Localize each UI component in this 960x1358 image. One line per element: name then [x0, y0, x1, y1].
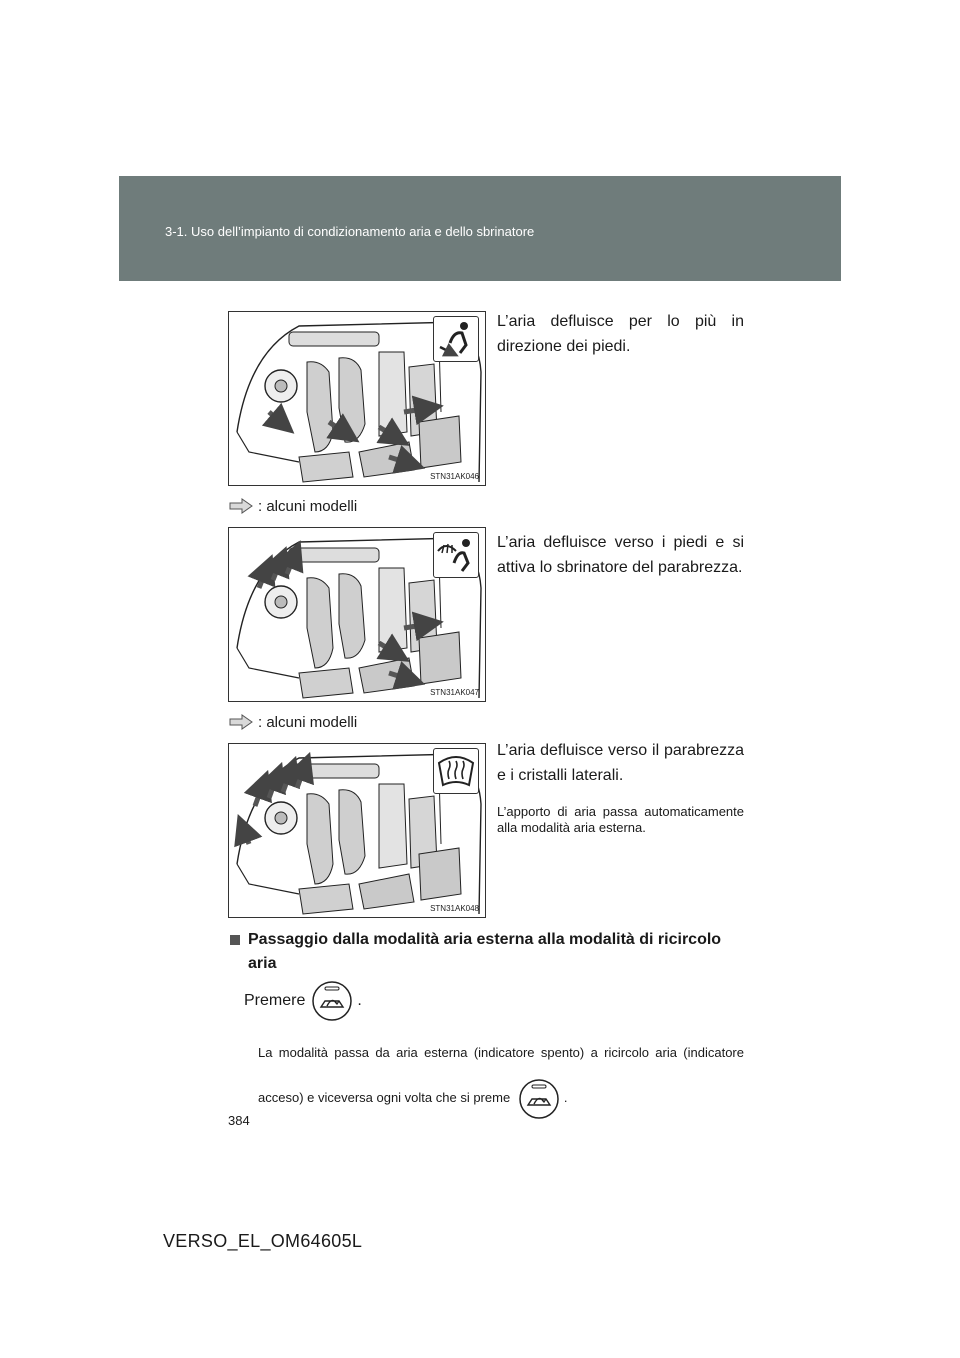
section-title: 3-1. Uso dell’impianto di condizionamento aria e dello sbrinatore — [165, 224, 535, 239]
press-instruction — [244, 980, 362, 1022]
figure-windshield-defrost-mode — [228, 743, 486, 918]
header-band — [119, 176, 841, 281]
figure-description: L’aria defluisce verso il parabrezza e i cristalli laterali. — [497, 742, 744, 784]
figure-feet-defrost-mode — [228, 527, 486, 702]
press-label: Premere — [244, 992, 306, 1009]
figure-description: L’aria defluisce verso i piedi e si attiva lo sbrinatore del parabrezza. — [497, 534, 744, 576]
figure-code: STN31AK048 — [430, 904, 479, 913]
models-note — [228, 497, 357, 515]
figure-code: STN31AK047 — [430, 688, 479, 697]
figure-code: STN31AK046 — [430, 472, 479, 481]
figure-note: L’apporto di aria passa automaticamente alla modalità aria esterna. — [497, 804, 744, 835]
arrow-right-icon — [228, 497, 254, 515]
arrow-right-icon — [228, 713, 254, 731]
document-id: VERSO_EL_OM64605L — [163, 1231, 363, 1251]
feet-defrost-airflow-icon — [433, 532, 479, 578]
models-label: : alcuni modelli — [258, 497, 358, 515]
figure-description: L’aria defluisce per lo più in direzione dei piedi. — [497, 313, 744, 355]
page-number: 384 — [228, 1113, 250, 1128]
press-suffix: . — [357, 992, 362, 1009]
models-label: : alcuni modelli — [258, 713, 358, 731]
recirculation-button-icon — [518, 1078, 560, 1120]
section-heading — [230, 928, 744, 976]
feet-airflow-icon — [433, 316, 479, 362]
windshield-defrost-icon — [433, 748, 479, 794]
square-bullet-icon — [230, 935, 240, 945]
explanation-paragraph — [258, 1030, 744, 1120]
models-note — [228, 713, 357, 731]
section-heading-text: Passaggio dalla modalità aria esterna alla modalità di ricircolo aria — [248, 931, 722, 972]
explanation-text: La modalità passa da aria esterna (indicatore spento) a ricircolo aria (indicatore acceso) e viceversa ogni volta che si preme — [258, 1045, 744, 1105]
recirculation-button-icon — [311, 980, 353, 1022]
figure-feet-mode — [228, 311, 486, 486]
explanation-suffix: . — [563, 1090, 568, 1105]
